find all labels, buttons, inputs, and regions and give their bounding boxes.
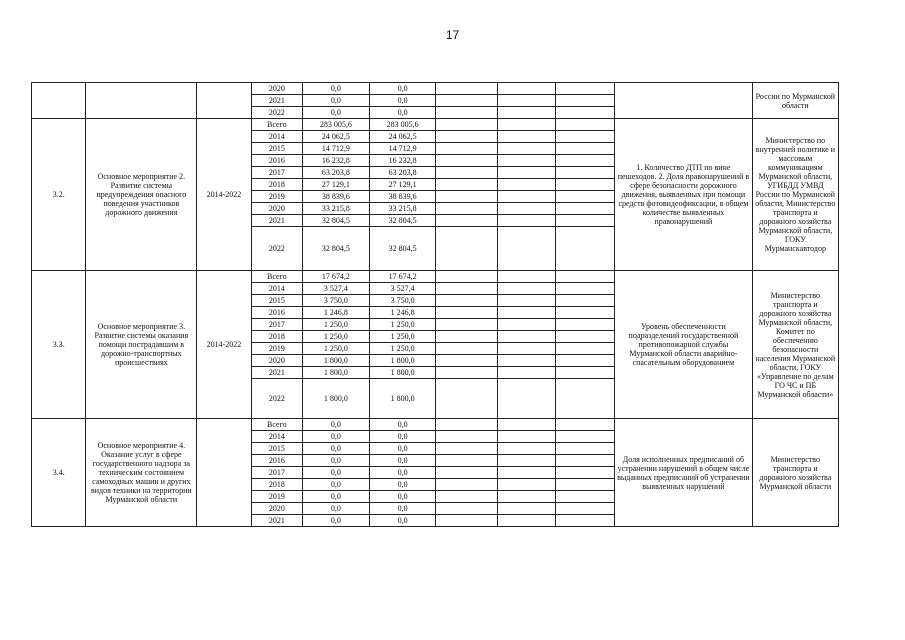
empty-cell (498, 319, 555, 331)
budget-cell: 283 005,6 (369, 119, 436, 131)
total-cell: 0,0 (303, 491, 370, 503)
empty-cell (436, 503, 498, 515)
year-cell: 2019 (251, 491, 302, 503)
budget-cell: 1 800,0 (369, 379, 436, 419)
empty-cell (498, 95, 555, 107)
empty-cell (498, 491, 555, 503)
empty-cell (436, 179, 498, 191)
empty-cell (436, 191, 498, 203)
budget-cell: 0,0 (369, 443, 436, 455)
num-cell: 3.2. (32, 119, 86, 271)
total-cell: 0,0 (303, 83, 370, 95)
year-cell: 2015 (251, 143, 302, 155)
total-cell: 0,0 (303, 467, 370, 479)
year-cell: 2020 (251, 503, 302, 515)
empty-cell (555, 95, 615, 107)
year-cell: 2015 (251, 295, 302, 307)
year-cell: 2017 (251, 467, 302, 479)
empty-cell (498, 355, 555, 367)
budget-cell: 32 804,5 (369, 227, 436, 271)
year-cell: 2021 (251, 95, 302, 107)
empty-cell (498, 155, 555, 167)
empty-cell (555, 215, 615, 227)
program-table (31, 82, 839, 527)
empty-cell (436, 467, 498, 479)
empty-cell (498, 503, 555, 515)
total-cell: 0,0 (303, 503, 370, 515)
period-cell (197, 83, 251, 119)
empty-cell (498, 271, 555, 283)
empty-cell (555, 431, 615, 443)
budget-cell: 27 129,1 (369, 179, 436, 191)
empty-cell (555, 503, 615, 515)
year-cell: Всего (251, 271, 302, 283)
year-cell: 2018 (251, 479, 302, 491)
empty-cell (436, 455, 498, 467)
responsible-cell: России по Мурманской области (752, 83, 838, 119)
indicator-cell: 1. Количество ДТП по вине пешеходов. 2. Доля правонарушений в сфере безопасности дорожного движения, выявленных при помощи средств фотовидеофиксации, в общем количестве выявленных правонарушений (615, 119, 753, 271)
total-cell: 0,0 (303, 431, 370, 443)
empty-cell (555, 343, 615, 355)
empty-cell (436, 319, 498, 331)
budget-cell: 0,0 (369, 515, 436, 527)
responsible-cell: Министерство транспорта и дорожного хозяйства Мурманской области (752, 419, 838, 527)
year-cell: 2022 (251, 227, 302, 271)
num-cell: 3.4. (32, 419, 86, 527)
empty-cell (555, 203, 615, 215)
indicator-cell: Доля исполненных предписаний об устранении нарушений в общем числе выданных предписаний об устранении выявленных нарушений (615, 419, 753, 527)
empty-cell (498, 443, 555, 455)
total-cell: 3 750,0 (303, 295, 370, 307)
total-cell: 14 712,9 (303, 143, 370, 155)
empty-cell (498, 419, 555, 431)
total-cell: 27 129,1 (303, 179, 370, 191)
budget-cell: 17 674,2 (369, 271, 436, 283)
period-cell: 2014-2022 (197, 271, 251, 419)
total-cell: 3 527,4 (303, 283, 370, 295)
total-cell: 24 062,5 (303, 131, 370, 143)
empty-cell (555, 227, 615, 271)
total-cell: 1 250,0 (303, 343, 370, 355)
total-cell: 283 005,6 (303, 119, 370, 131)
total-cell: 33 215,8 (303, 203, 370, 215)
empty-cell (555, 143, 615, 155)
empty-cell (436, 215, 498, 227)
budget-cell: 3 527,4 (369, 283, 436, 295)
empty-cell (436, 295, 498, 307)
empty-cell (436, 331, 498, 343)
budget-cell: 0,0 (369, 455, 436, 467)
budget-cell: 0,0 (369, 503, 436, 515)
year-cell: 2019 (251, 343, 302, 355)
empty-cell (436, 119, 498, 131)
year-cell: 2022 (251, 379, 302, 419)
empty-cell (436, 419, 498, 431)
budget-cell: 1 800,0 (369, 367, 436, 379)
total-cell: 1 800,0 (303, 379, 370, 419)
empty-cell (555, 119, 615, 131)
year-cell: 2018 (251, 331, 302, 343)
empty-cell (555, 107, 615, 119)
empty-cell (498, 167, 555, 179)
empty-cell (436, 167, 498, 179)
total-cell: 0,0 (303, 95, 370, 107)
total-cell: 32 804,5 (303, 215, 370, 227)
empty-cell (498, 455, 555, 467)
empty-cell (555, 515, 615, 527)
total-cell: 63 203,8 (303, 167, 370, 179)
total-cell: 32 804,5 (303, 227, 370, 271)
empty-cell (498, 467, 555, 479)
empty-cell (555, 455, 615, 467)
empty-cell (555, 283, 615, 295)
empty-cell (555, 167, 615, 179)
year-cell: 2014 (251, 131, 302, 143)
total-cell: 0,0 (303, 443, 370, 455)
empty-cell (498, 119, 555, 131)
total-cell: 17 674,2 (303, 271, 370, 283)
empty-cell (498, 431, 555, 443)
total-cell: 1 800,0 (303, 355, 370, 367)
empty-cell (555, 155, 615, 167)
table-row (32, 271, 839, 283)
budget-cell: 0,0 (369, 491, 436, 503)
empty-cell (498, 227, 555, 271)
page-number: 17 (445, 28, 460, 42)
empty-cell (555, 319, 615, 331)
empty-cell (555, 379, 615, 419)
budget-cell: 33 215,8 (369, 203, 436, 215)
empty-cell (555, 491, 615, 503)
empty-cell (436, 443, 498, 455)
empty-cell (498, 215, 555, 227)
empty-cell (436, 131, 498, 143)
year-cell: 2020 (251, 83, 302, 95)
empty-cell (436, 283, 498, 295)
budget-cell: 0,0 (369, 479, 436, 491)
empty-cell (436, 367, 498, 379)
empty-cell (555, 271, 615, 283)
empty-cell (436, 515, 498, 527)
budget-cell: 24 062,5 (369, 131, 436, 143)
empty-cell (498, 191, 555, 203)
num-cell (32, 83, 86, 119)
empty-cell (498, 331, 555, 343)
year-cell: 2021 (251, 215, 302, 227)
total-cell: 1 250,0 (303, 331, 370, 343)
empty-cell (498, 203, 555, 215)
empty-cell (436, 379, 498, 419)
total-cell: 16 232,8 (303, 155, 370, 167)
budget-cell: 1 250,0 (369, 331, 436, 343)
year-cell: 2016 (251, 455, 302, 467)
empty-cell (498, 283, 555, 295)
year-cell: Всего (251, 419, 302, 431)
empty-cell (436, 227, 498, 271)
budget-cell: 1 250,0 (369, 343, 436, 355)
year-cell: 2022 (251, 107, 302, 119)
responsible-cell: Министерство по внутренней политике и массовым коммуникациям Мурманской области, УГИБДД УМВД России по Мурманской области, Министерство транспорта и дорожного хозяйства Мурманской области, ГОКУ Мурманскавтодор (752, 119, 838, 271)
year-cell: 2015 (251, 443, 302, 455)
empty-cell (498, 367, 555, 379)
year-cell: 2019 (251, 191, 302, 203)
empty-cell (498, 295, 555, 307)
year-cell: 2017 (251, 167, 302, 179)
empty-cell (436, 203, 498, 215)
year-cell: 2021 (251, 367, 302, 379)
empty-cell (498, 479, 555, 491)
budget-cell: 38 839,6 (369, 191, 436, 203)
empty-cell (555, 331, 615, 343)
name-cell: Основное мероприятие 3. Развитие системы оказания помощи пострадавшим в дорожно-транспортных происшествиях (86, 271, 197, 419)
empty-cell (555, 131, 615, 143)
name-cell (86, 83, 197, 119)
budget-cell: 0,0 (369, 83, 436, 95)
empty-cell (555, 443, 615, 455)
year-cell: 2014 (251, 431, 302, 443)
empty-cell (436, 431, 498, 443)
empty-cell (498, 307, 555, 319)
empty-cell (436, 307, 498, 319)
empty-cell (555, 479, 615, 491)
empty-cell (555, 295, 615, 307)
total-cell: 1 246,8 (303, 307, 370, 319)
total-cell: 38 839,6 (303, 191, 370, 203)
empty-cell (498, 343, 555, 355)
empty-cell (555, 355, 615, 367)
empty-cell (555, 419, 615, 431)
budget-cell: 1 246,8 (369, 307, 436, 319)
name-cell: Основное мероприятие 4. Оказание услуг в сфере государственного надзора за техническим состоянием самоходных машин и других видов техники на территории Мурманской области (86, 419, 197, 527)
num-cell: 3.3. (32, 271, 86, 419)
total-cell: 1 800,0 (303, 367, 370, 379)
total-cell: 0,0 (303, 107, 370, 119)
budget-cell: 0,0 (369, 95, 436, 107)
empty-cell (555, 467, 615, 479)
year-cell: 2021 (251, 515, 302, 527)
period-cell (197, 419, 251, 527)
indicator-cell (615, 83, 753, 119)
empty-cell (555, 307, 615, 319)
budget-cell: 0,0 (369, 467, 436, 479)
year-cell: 2020 (251, 203, 302, 215)
total-cell: 0,0 (303, 419, 370, 431)
total-cell: 0,0 (303, 455, 370, 467)
year-cell: 2016 (251, 155, 302, 167)
budget-cell: 0,0 (369, 107, 436, 119)
budget-cell: 1 250,0 (369, 319, 436, 331)
empty-cell (498, 515, 555, 527)
year-cell: 2016 (251, 307, 302, 319)
empty-cell (498, 131, 555, 143)
empty-cell (555, 191, 615, 203)
empty-cell (436, 479, 498, 491)
table-row (32, 419, 839, 431)
budget-cell: 63 203,8 (369, 167, 436, 179)
responsible-cell: Министерство транспорта и дорожного хозяйства Мурманской области, Комитет по обеспечению безопасности населения Мурманской области, ГОКУ «Управление по делам ГО ЧС и ПБ Мурманской области» (752, 271, 838, 419)
empty-cell (498, 107, 555, 119)
total-cell: 1 250,0 (303, 319, 370, 331)
empty-cell (555, 83, 615, 95)
table-row (32, 83, 839, 95)
year-cell: 2017 (251, 319, 302, 331)
empty-cell (436, 271, 498, 283)
year-cell: 2018 (251, 179, 302, 191)
budget-cell: 32 804,5 (369, 215, 436, 227)
year-cell: 2014 (251, 283, 302, 295)
empty-cell (436, 491, 498, 503)
year-cell: 2020 (251, 355, 302, 367)
total-cell: 0,0 (303, 479, 370, 491)
empty-cell (436, 355, 498, 367)
year-cell: Всего (251, 119, 302, 131)
budget-cell: 14 712,9 (369, 143, 436, 155)
empty-cell (436, 143, 498, 155)
empty-cell (436, 343, 498, 355)
budget-cell: 3 750,0 (369, 295, 436, 307)
table-row (32, 119, 839, 131)
period-cell: 2014-2022 (197, 119, 251, 271)
empty-cell (436, 155, 498, 167)
empty-cell (436, 83, 498, 95)
empty-cell (498, 379, 555, 419)
program-table-body (32, 83, 839, 527)
budget-cell: 0,0 (369, 431, 436, 443)
budget-cell: 0,0 (369, 419, 436, 431)
empty-cell (498, 143, 555, 155)
empty-cell (498, 83, 555, 95)
indicator-cell: Уровень обеспеченности подразделений государственной противопожарной службы Мурманской области аварийно-спасательным оборудованием (615, 271, 753, 419)
budget-cell: 16 232,8 (369, 155, 436, 167)
empty-cell (555, 179, 615, 191)
total-cell: 0,0 (303, 515, 370, 527)
empty-cell (498, 179, 555, 191)
name-cell: Основное мероприятие 2. Развитие системы предупреждения опасного поведения участников дорожного движения (86, 119, 197, 271)
empty-cell (555, 367, 615, 379)
budget-cell: 1 800,0 (369, 355, 436, 367)
empty-cell (436, 107, 498, 119)
empty-cell (436, 95, 498, 107)
